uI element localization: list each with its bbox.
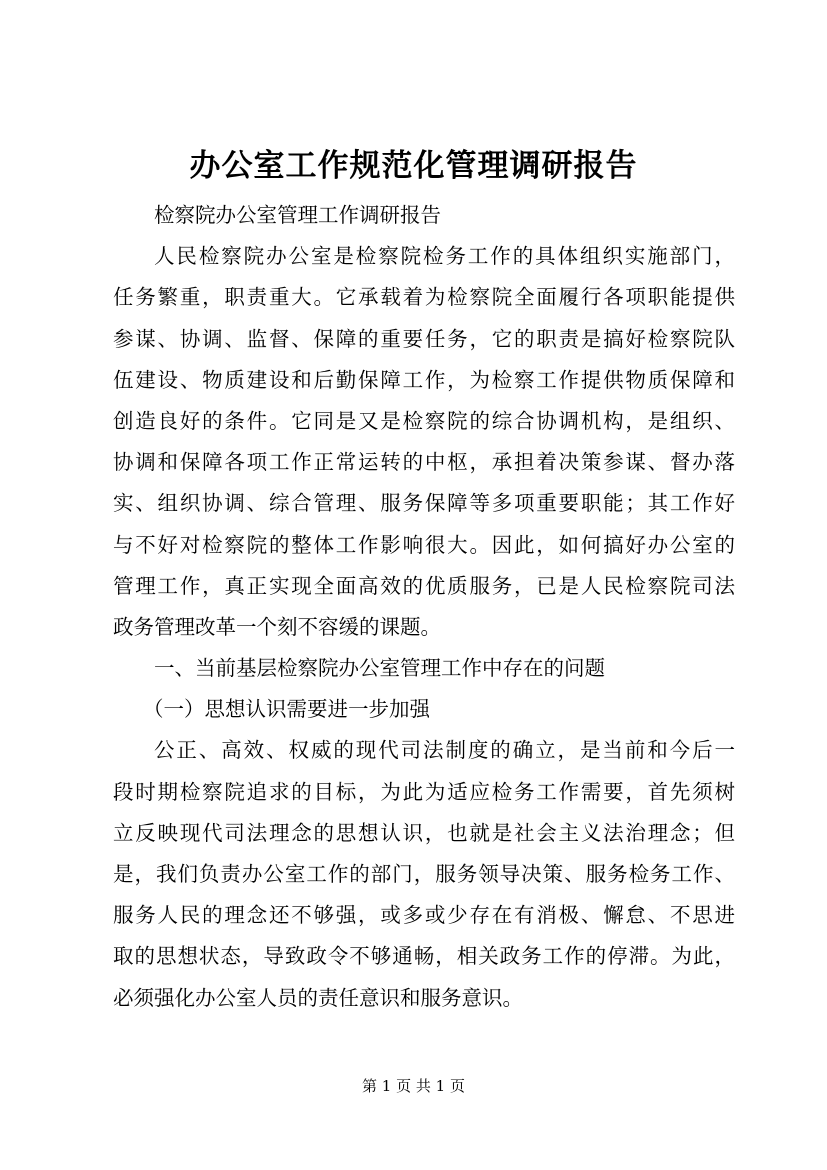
paragraph-line: 创造良好的条件。它同是又是检察院的综合协调机构，是组织、 (113, 408, 735, 433)
paragraph-line: 协调和保障各项工作正常运转的中枢，承担着决策参谋、督办落 (113, 450, 735, 475)
paragraph-line: 公正、高效、权威的现代司法制度的确立，是当前和今后一 (154, 738, 735, 763)
paragraph-line: 管理工作，真正实现全面高效的优质服务，已是人民检察院司法 (113, 573, 735, 598)
paragraph-line: 参谋、协调、监督、保障的重要任务，它的职责是搞好检察院队 (113, 326, 735, 351)
paragraph-line: 段时期检察院追求的目标，为此为适应检务工作需要，首先须树 (113, 779, 735, 804)
paragraph-line: 立反映现代司法理念的思想认识，也就是社会主义法治理念；但 (113, 820, 735, 845)
document-title: 办公室工作规范化管理调研报告 (189, 148, 638, 184)
paragraph-line: 是，我们负责办公室工作的部门，服务领导决策、服务检务工作、 (113, 862, 735, 886)
paragraph-line: 服务人民的理念还不够强，或多或少存在有消极、懈怠、不思进 (113, 903, 735, 928)
paragraph-line: 政务管理改革一个刻不容缓的课题。 (113, 614, 441, 639)
paragraph-line: 必须强化办公室人员的责任意识和服务意识。 (113, 985, 523, 1010)
paragraph-line: 取的思想状态，导致政令不够通畅，相关政务工作的停滞。为此， (113, 944, 735, 969)
paragraph-line: 实、组织协调、综合管理、服务保障等多项重要职能；其工作好 (113, 491, 735, 516)
paragraph-line: 人民检察院办公室是检察院检务工作的具体组织实施部门， (154, 244, 735, 269)
subtitle-line: 检察院办公室管理工作调研报告 (154, 203, 441, 227)
section-heading: 一、当前基层检察院办公室管理工作中存在的问题 (154, 656, 605, 681)
paragraph-line: 任务繁重，职责重大。它承载着为检察院全面履行各项职能提供 (113, 285, 735, 310)
subsection-heading: （一）思想认识需要进一步加强 (143, 697, 430, 722)
paragraph-line: 与不好对检察院的整体工作影响很大。因此，如何搞好办公室的 (113, 532, 735, 557)
page-number-footer: 第 1 页 共 1 页 (362, 1077, 465, 1095)
document-body (113, 195, 735, 1019)
paragraph-line: 伍建设、物质建设和后勤保障工作，为检察工作提供物质保障和 (113, 367, 735, 392)
